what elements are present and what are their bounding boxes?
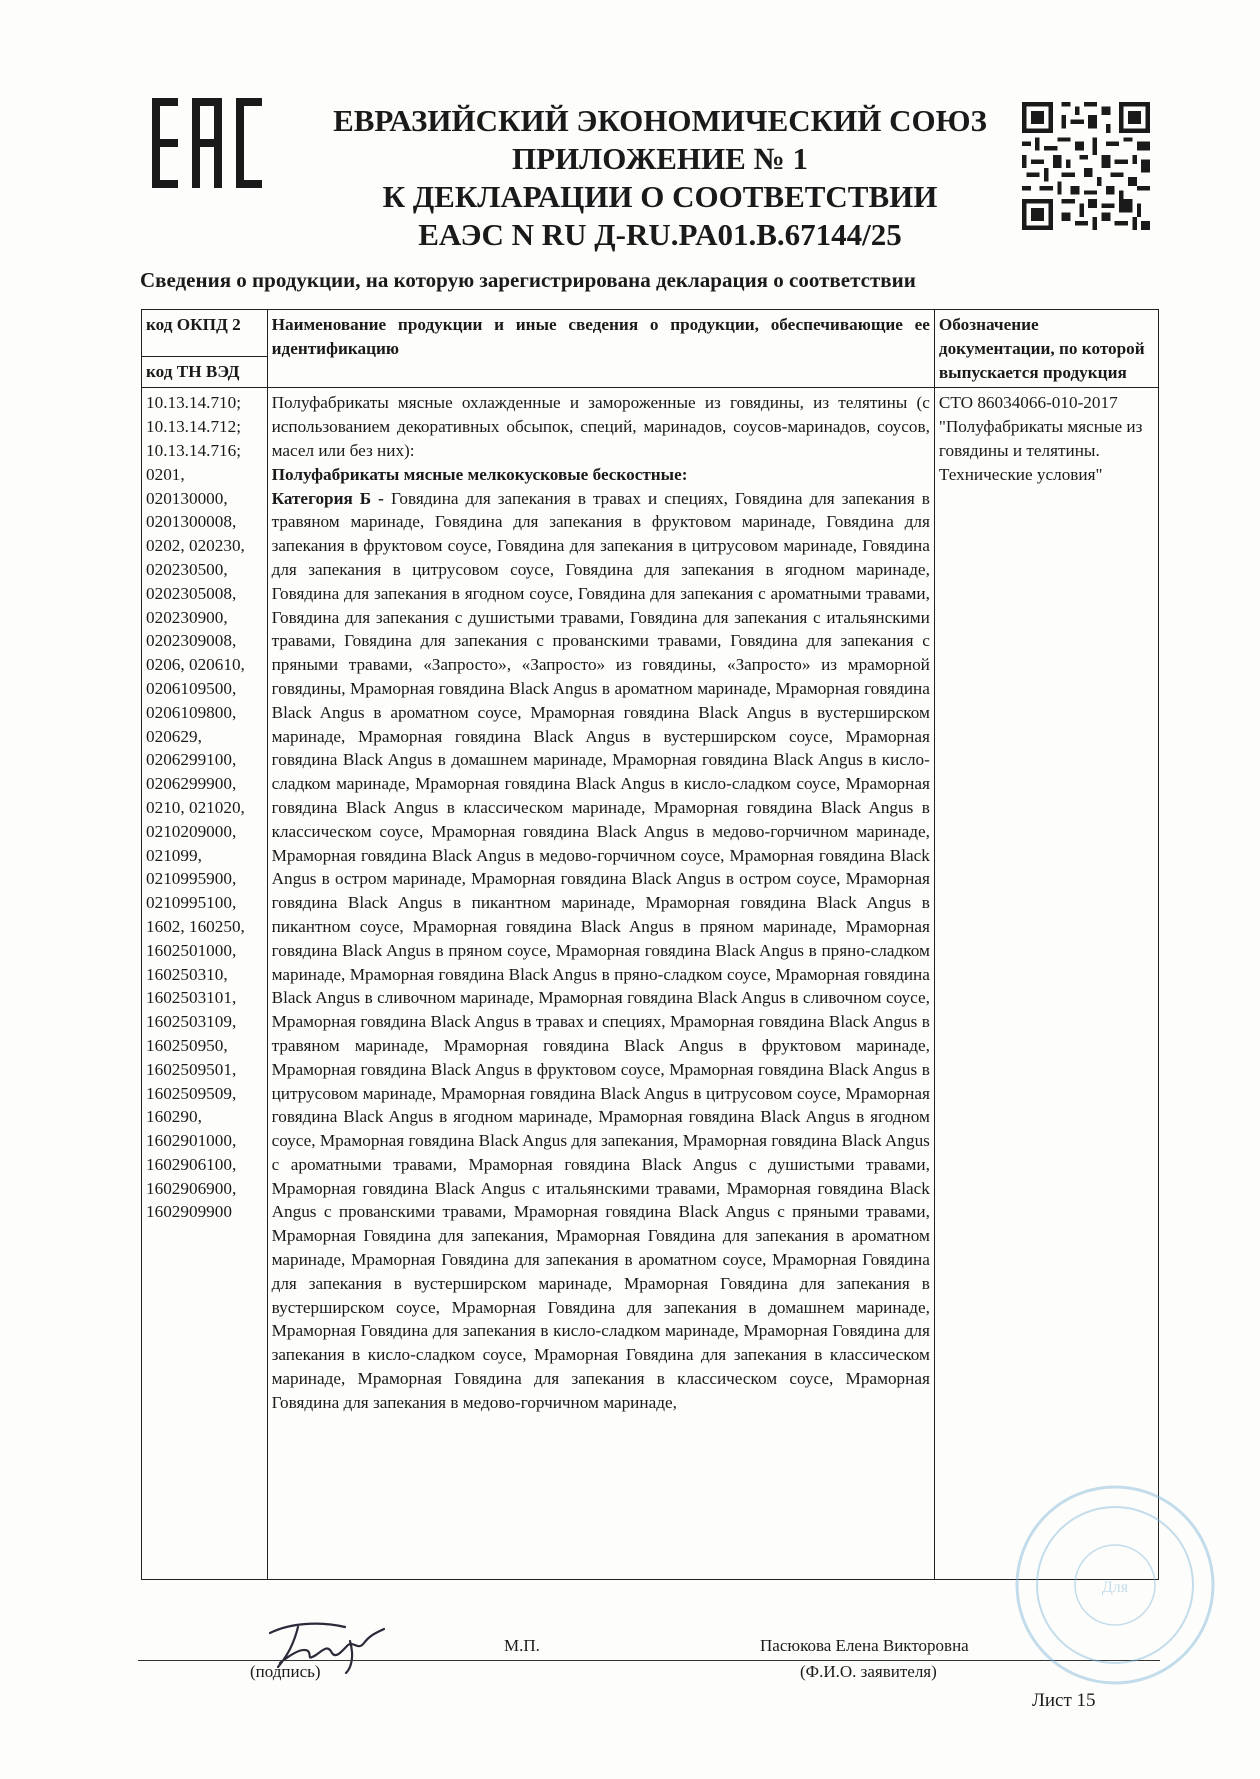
- code-item: 020629,: [146, 726, 202, 746]
- signature-line: [138, 1660, 1160, 1661]
- code-item: 1602509509,: [146, 1083, 237, 1103]
- product-description-cell: [267, 388, 934, 1580]
- code-item: 1602509501,: [146, 1059, 237, 1079]
- code-item: 1602901000,: [146, 1131, 237, 1151]
- code-item: 0206109500,: [146, 678, 237, 698]
- signature-caption: (подпись): [250, 1662, 321, 1681]
- documentation-cell: СТО 86034066-010-2017 "Полуфабрикаты мясные из говядины и телятины. Технические условия": [934, 388, 1158, 1580]
- category-text: Говядина для запекания в травах и специях, Говядина для запекания в травяном маринаде, Говядина для запекания в фруктовом маринаде, Говядина для запекания в фруктовом соусе, Говядина для запекания в цитрусовом маринаде, Говядина для запекания в цитрусовом соусе, Говядина для запекания в ягодном маринаде, Говядина для запекания в ягодном соусе, Говядина для запекания с ароматными травами, Говядина для запекания с душистыми травами, Говядина для запекания с итальянскими травами, Говядина для запекания с прованскими травами, Говядина для запекания с пряными травами, «Запросто», «Запросто» из говядины, «Запросто» из мраморной говядины, Мраморная говядина Black Angus в ароматном маринаде, Мраморная говядина Black Angus в ароматном соусе, Мраморная говядина Black Angus в вустерширском маринаде, Мраморная говядина Black Angus в вустерширском соусе, Мраморная говядина Black Angus в домашнем маринаде, Мраморная говядина Black Angus в кисло-сладком маринаде, Мраморная говядина Black Angus в кисло-сладком соусе, Мраморная говядина Black Angus в классическом маринаде, Мраморная говядина Black Angus в классическом соусе, Мраморная говядина Black Angus в медово-горчичном маринаде, Мраморная говядина Black Angus в медово-горчичном соусе, Мраморная говядина Black Angus в остром маринаде, Мраморная говядина Black Angus в остром соусе, Мраморная говядина Black Angus в пикантном маринаде, Мраморная говядина Black Angus в пикантном соусе, Мраморная говядина Black Angus в пряном маринаде, Мраморная говядина Black Angus в пряном соусе, Мраморная говядина Black Angus в пряно-сладком маринаде, Мраморная говядина Black Angus в пряно-сладком соусе, Мраморная говядина Black Angus в сливочном маринаде, Мраморная говядина Black Angus в сливочном соусе, Мраморная говядина Black Angus в травах и специях, Мраморная говядина Black Angus в травяном маринаде, Мраморная говядина Black Angus в фруктовом маринаде, Мраморная говядина Black Angus в фруктовом соусе, Мраморная говядина Black Angus в цитрусовом маринаде, Мраморная говядина Black Angus в цитрусовом соусе, Мраморная говядина Black Angus в ягодном маринаде, Мраморная говядина Black Angus в ягодном соусе, Мраморная говядина Black Angus для запекания, Мраморная говядина Black Angus с ароматными травами, Мраморная говядина Black Angus с душистыми травами, Мраморная говядина Black Angus с итальянскими травами, Мраморная говядина Black Angus с прованскими травами, Мраморная говядина Black Angus с пряными травами, Мраморная Говядина для запекания, Мраморная Говядина для запекания в ароматном маринаде, Мраморная Говядина для запекания в ароматном соусе, Мраморная Говядина для запекания в вустерширском маринаде, Мраморная Говядина для запекания в вустерширском соусе, Мраморная Говядина для запекания в домашнем маринаде, Мраморная Говядина для запекания в кисло-сладком маринаде, Мраморная Говядина для запекания в кисло-сладком соусе, Мраморная Говядина для запекания в классическом маринаде, Мраморная Говядина для запекания в классическом соусе, Мраморная Говядина для запекания в медово-горчичном маринаде,: [271, 488, 930, 1412]
- code-item: 020230500,: [146, 559, 228, 579]
- header-okpd-code: [142, 310, 268, 388]
- code-item: 0202309008,: [146, 631, 237, 651]
- header-appendix: ПРИЛОЖЕНИЕ № 1: [512, 141, 808, 176]
- product-table: [141, 309, 1159, 1580]
- code-item: 020230900,: [146, 607, 228, 627]
- code-item: 0206299100,: [146, 750, 237, 770]
- code-item: 10.13.14.712;: [146, 417, 242, 437]
- table-row: [142, 388, 1159, 1580]
- code-item: 1602906900,: [146, 1178, 237, 1198]
- product-category: [272, 487, 930, 1415]
- code-item: 0202, 020230,: [146, 536, 245, 556]
- code-item: 0210209000,: [146, 821, 237, 841]
- code-item: 160250310,: [146, 964, 228, 984]
- header-declaration: К ДЕКЛАРАЦИИ О СООТВЕТСТВИИ: [382, 179, 938, 214]
- code-item: 0210, 021020,: [146, 797, 245, 817]
- code-item: 10.13.14.710;: [146, 393, 242, 413]
- code-item: 160250950,: [146, 1035, 228, 1055]
- code-item: 1602906100,: [146, 1154, 237, 1174]
- code-item: 020130000,: [146, 488, 228, 508]
- code-item: 1602503109,: [146, 1012, 237, 1032]
- code-item: 1602, 160250,: [146, 916, 245, 936]
- code-item: 021099,: [146, 845, 202, 865]
- document-header: [300, 102, 1020, 254]
- header-product-name: Наименование продукции и иные сведения о продукции, обеспечивающие ее идентификацию: [267, 310, 934, 388]
- code-item: 1602909900: [146, 1202, 232, 1222]
- header-tnved-label: код ТН ВЭД: [146, 362, 240, 381]
- sheet-number: Лист 15: [1032, 1690, 1096, 1711]
- eac-logo: [152, 98, 264, 188]
- applicant-caption: (Ф.И.О. заявителя): [800, 1662, 937, 1681]
- svg-text:Для: Для: [1101, 1579, 1129, 1596]
- round-stamp: [1010, 1480, 1220, 1690]
- header-okpd-label: код ОКПД 2: [142, 310, 267, 357]
- header-declaration-number: ЕАЭС N RU Д-RU.PA01.B.67144/25: [418, 217, 902, 252]
- code-item: 0206109800,: [146, 702, 237, 722]
- applicant-name: Пасюкова Елена Викторовна: [760, 1636, 969, 1655]
- product-intro: Полуфабрикаты мясные охлажденные и замороженные из говядины, из телятины (с использованием декоративных обсыпок, специй, маринадов, соусов-маринадов, соусов, масел или без них):: [271, 393, 930, 460]
- table-header-row: [142, 310, 1159, 388]
- code-item: 0206299900,: [146, 774, 237, 794]
- header-documentation: Обозначение документации, по которой выпускается продукция: [934, 310, 1158, 388]
- section-subtitle: Сведения о продукции, на которую зарегистрирована декларация о соответствии: [140, 268, 916, 292]
- codes-cell: [142, 388, 268, 1580]
- code-item: 0201300008,: [146, 512, 237, 532]
- code-item: 1602503101,: [146, 988, 237, 1008]
- code-item: 0201,: [146, 464, 185, 484]
- header-union: ЕВРАЗИЙСКИЙ ЭКОНОМИЧЕСКИЙ СОЮЗ: [333, 103, 987, 138]
- stamp-place-label: М.П.: [504, 1636, 540, 1655]
- code-item: 0210995900,: [146, 869, 237, 889]
- qr-code: [1022, 102, 1150, 230]
- code-item: 160290,: [146, 1107, 202, 1127]
- code-item: 1602501000,: [146, 940, 237, 960]
- product-section-title: Полуфабрикаты мясные мелкокусковые бескостные:: [271, 464, 688, 484]
- code-item: 10.13.14.716;: [146, 440, 242, 460]
- category-label: Категория Б -: [271, 488, 384, 508]
- code-item: 0202305008,: [146, 583, 237, 603]
- code-item: 0210995100,: [146, 893, 237, 913]
- code-item: 0206, 020610,: [146, 655, 245, 675]
